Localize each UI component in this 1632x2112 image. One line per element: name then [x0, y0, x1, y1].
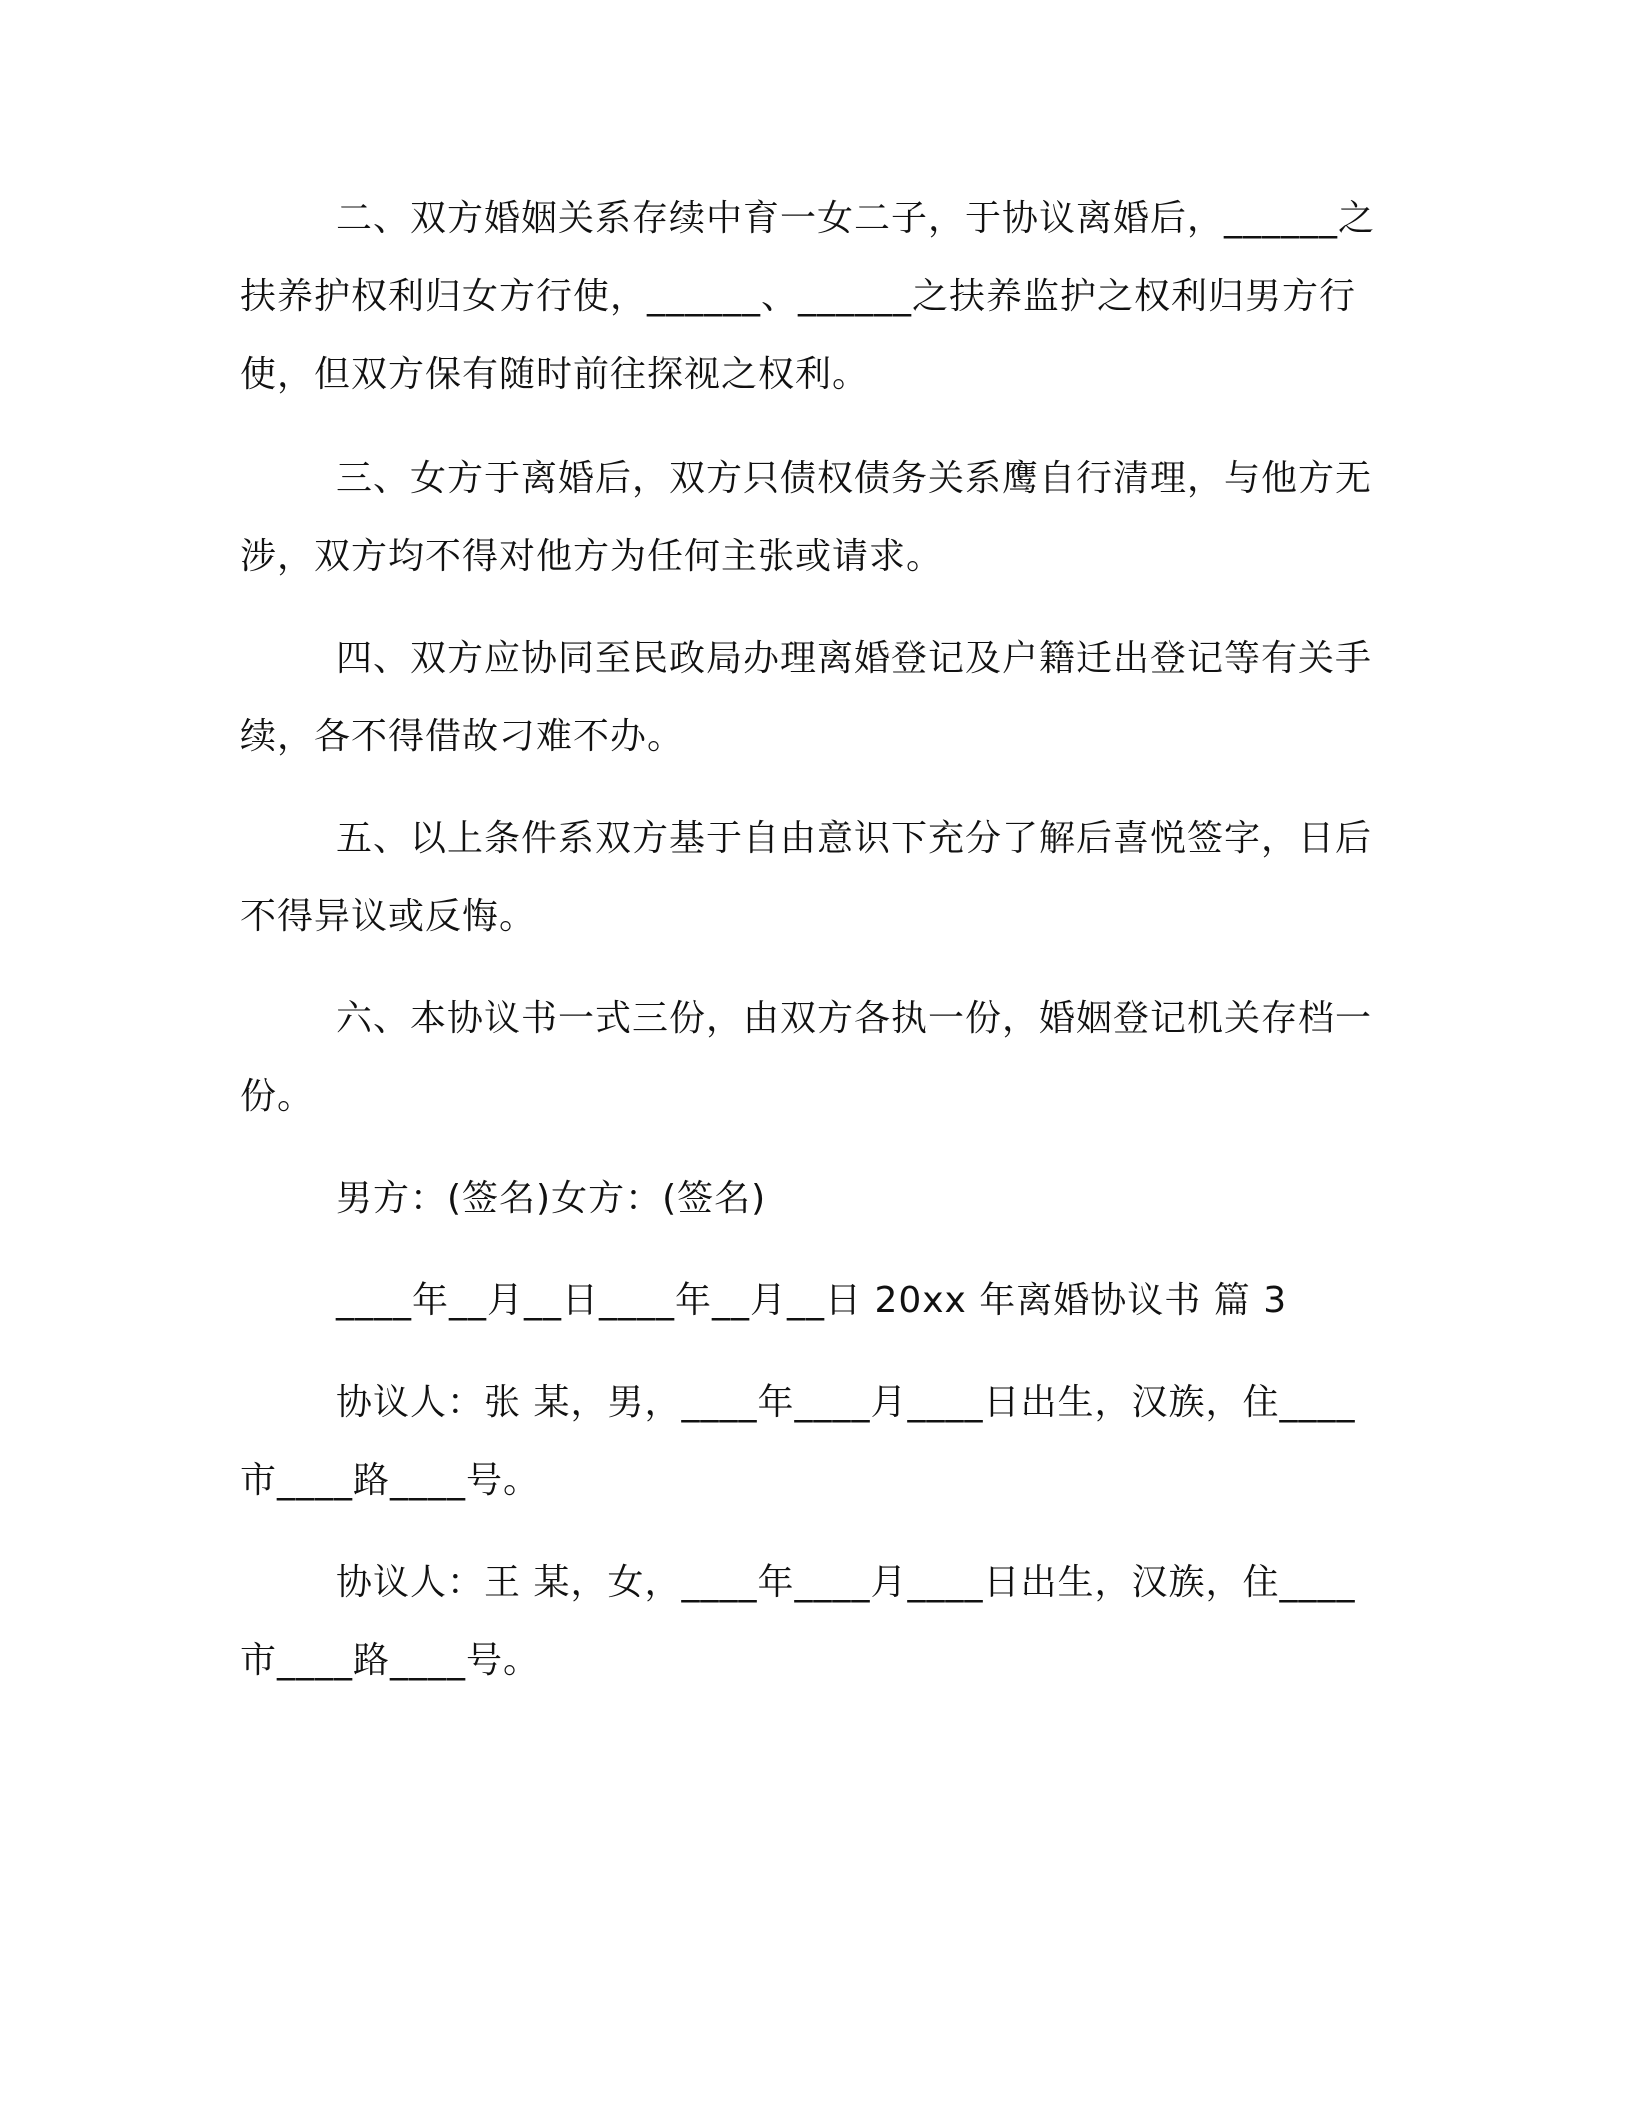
party-2-paragraph: 协议人：王 某，女，____年____月____日出生，汉族，住____市____路____号。	[240, 1562, 1356, 1681]
date-and-heading-line: ____年__月__日____年__月__日 20xx 年离婚协议书 篇 3	[336, 1280, 1288, 1321]
clause-6-paragraph: 六、本协议书一式三份，由双方各执一份，婚姻登记机关存档一份。	[240, 998, 1373, 1117]
clause-2-paragraph: 二、双方婚姻关系存续中育一女二子，于协议离婚后，______之扶养护权利归女方行使，______、______之扶养监护之权利归男方行使，但双方保有随时前往探视之权利。	[240, 198, 1376, 395]
signature-line: 男方：(签名)女方：(签名)	[336, 1178, 767, 1219]
party-1-paragraph: 协议人：张 某，男，____年____月____日出生，汉族，住____市____路____号。	[240, 1382, 1356, 1501]
clause-3-paragraph: 三、女方于离婚后，双方只债权债务关系鹰自行清理，与他方无涉，双方均不得对他方为任何主张或请求。	[240, 458, 1373, 577]
clause-5-paragraph: 五、以上条件系双方基于自由意识下充分了解后喜悦签字，日后不得异议或反悔。	[240, 818, 1373, 937]
clause-4-paragraph: 四、双方应协同至民政局办理离婚登记及户籍迁出登记等有关手续，各不得借故刁难不办。	[240, 638, 1373, 757]
